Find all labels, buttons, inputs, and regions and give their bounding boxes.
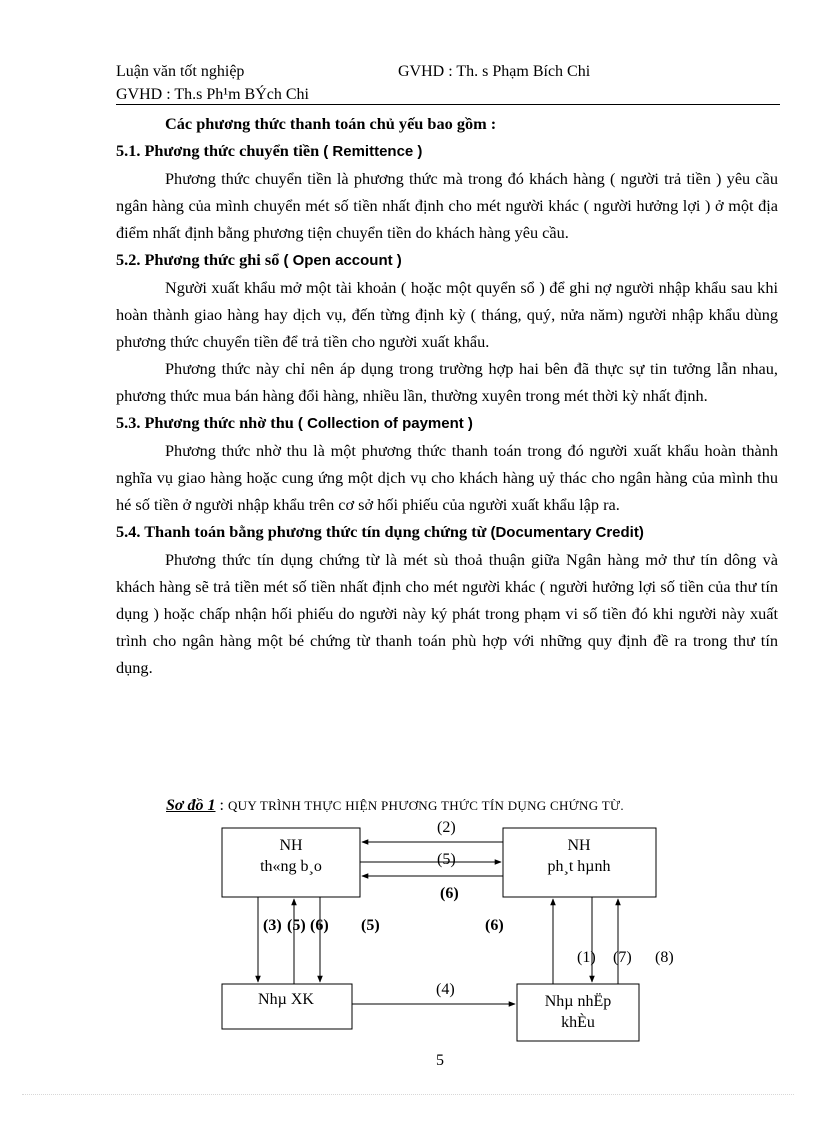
section-heading-5-1: 5.1. Phương thức chuyển tiền ( Remittence ): [116, 141, 423, 160]
diagram-caption-label: Sơ đồ 1: [166, 797, 216, 814]
page-bottom-divider: [22, 1094, 794, 1095]
paragraph: Phương thức nhờ thu là một phương thức thanh toán trong đó người xuất khẩu hoàn thành nghĩa vụ giao hàng hoặc cung ứng một dịch vụ cho khách hàng uỷ thác cho ngân hàng của mình thu hé số tiền ở người nhập khẩu trên cơ sở hối phiếu của người xuất khẩu lập ra.: [116, 441, 778, 514]
section-heading-5-2: 5.2. Phương thức ghi sổ ( Open account ): [116, 250, 402, 269]
box-importer-line2: khÈu: [561, 1014, 595, 1031]
label-5-left: (5): [287, 917, 306, 934]
box-issuing-line1: NH: [567, 837, 591, 854]
section-heading-5-3: 5.3. Phương thức nhờ thu ( Collection of payment ): [116, 413, 473, 432]
intro-line: Các phương thức thanh toán chủ yếu bao gồm :: [165, 114, 497, 133]
box-exporter-label: Nhµ XK: [258, 991, 314, 1008]
label-4: (4): [436, 981, 455, 998]
label-8: (8): [655, 949, 674, 966]
paragraph: Phương thức chuyển tiền là phương thức mà trong đó khách hàng ( người trả tiền ) yêu cầu ngân hàng của mình chuyển mét số tiền nhất định cho mét người khác ( người hưởng lợi ) ở một địa điểm nhất định bằng phương tiện chuyển tiền do khách hàng yêu cầu.: [116, 169, 778, 242]
page-number: 5: [436, 1052, 444, 1069]
label-2: (2): [437, 819, 456, 836]
paragraph: Phương thức này chỉ nên áp dụng trong trường hợp hai bên đã thực sự tin tưởng lẫn nhau, phương thức mua bán hàng đổi hàng, nhiều lần, thường xuyên trong mét thời kỳ nhất định.: [116, 359, 778, 405]
header-thesis-title: Luận văn tốt nghiệp: [116, 63, 245, 80]
header-supervisor: GVHD : Th. s Phạm Bích Chi: [398, 63, 591, 80]
box-advising-line2: th«ng b¸o: [260, 858, 322, 875]
label-6-top: (6): [440, 885, 459, 902]
label-5-top: (5): [437, 851, 456, 868]
label-5-mid: (5): [361, 917, 380, 934]
label-6-mid: (6): [485, 917, 504, 934]
paragraph: Người xuất khẩu mở một tài khoản ( hoặc một quyển sổ ) để ghi nợ người nhập khẩu sau khi hoàn thành giao hàng hay dịch vụ, đến từng định kỳ ( tháng, quý, nửa năm) người nhập khẩu dùng phương thức chuyển tiền để trả tiền cho người xuất khẩu.: [116, 278, 778, 351]
section-heading-5-4: 5.4. Thanh toán bằng phương thức tín dụng chứng từ (Documentary Credit): [116, 522, 644, 541]
paragraph: Phương thức tín dụng chứng từ là mét sù thoả thuận giữa Ngân hàng mở thư tín dông và khách hàng sẽ trả tiền mét số tiền nhất định cho mét người khác ( người hưởng lợi số tiền của thư tín dụng ) hoặc chấp nhận hối phiếu do người này ký phát trong phạm vi số tiền đó khi người này xuất trình cho ngân hàng một bé chứng từ thanh toán phù hợp với những quy định đề ra trong thư tín dụng.: [116, 550, 778, 677]
label-7: (7): [613, 949, 632, 966]
label-6-left: (6): [310, 917, 329, 934]
box-importer-line1: Nhµ nhËp: [544, 993, 612, 1010]
diagram-caption: Sơ đồ 1 : QUY TRÌNH THỰC HIỆN PHƯƠNG THỨC TÍN DỤNG CHỨNG TỪ.: [166, 797, 624, 814]
diagram-caption-title: QUY TRÌNH THỰC HIỆN PHƯƠNG THỨC TÍN DỤNG CHỨNG TỪ.: [227, 798, 624, 813]
box-advising-line1: NH: [279, 837, 303, 854]
label-3: (3): [263, 917, 282, 934]
box-issuing-line2: ph¸t hµnh: [547, 858, 611, 875]
header-supervisor-legacy: GVHD : Th.s Ph¹m BÝch Chi: [116, 86, 309, 103]
label-1: (1): [577, 949, 596, 966]
